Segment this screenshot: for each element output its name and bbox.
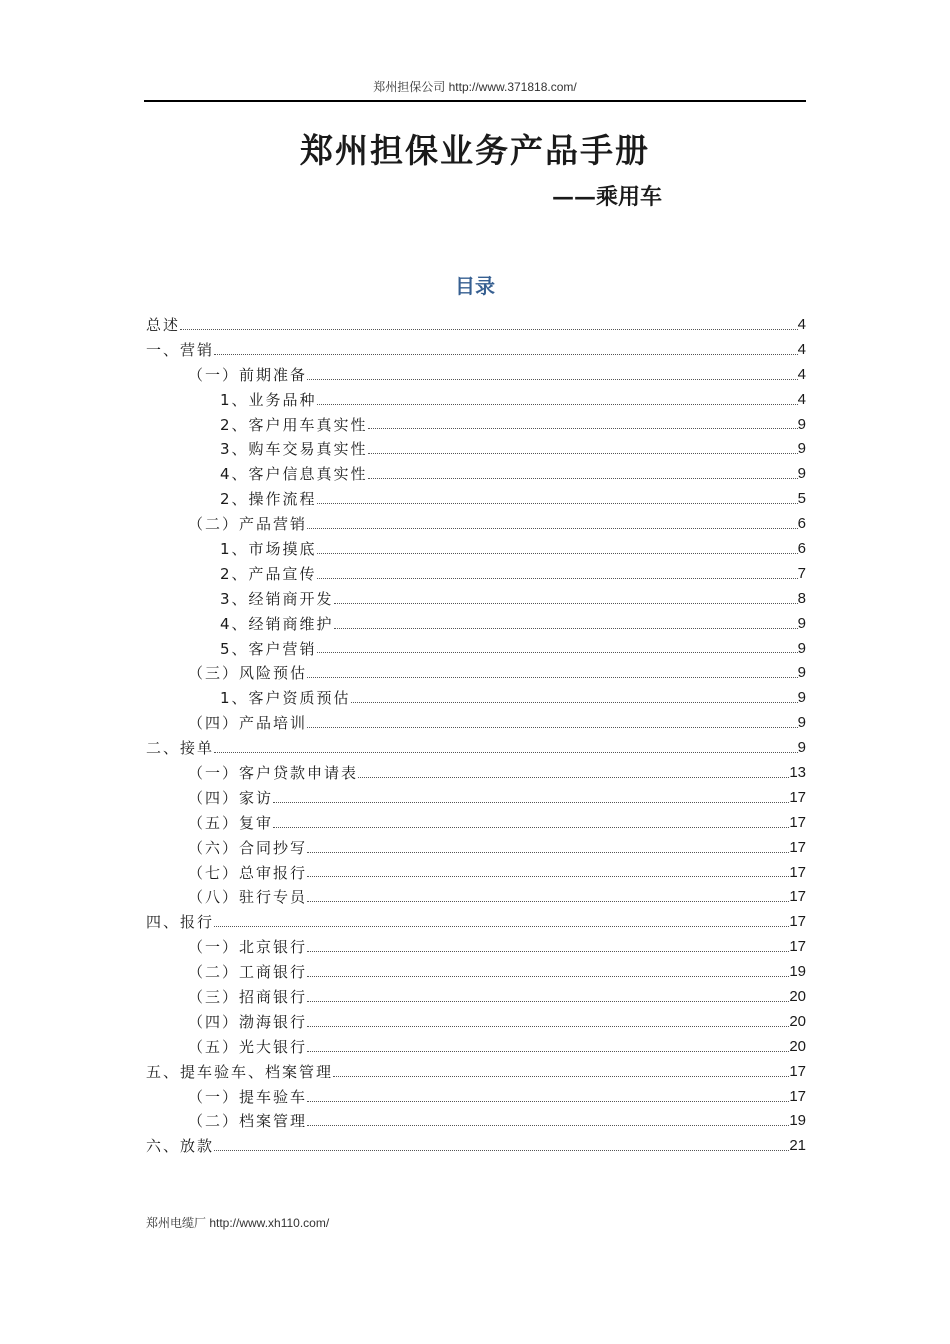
toc-entry-label: （三）招商银行 (188, 987, 308, 1006)
toc-entry-page-number: 17 (789, 938, 806, 956)
toc-entry-page-number: 21 (789, 1137, 806, 1155)
toc-entry-page-number: 17 (789, 1062, 806, 1080)
toc-leader-dots (307, 1001, 789, 1002)
toc-entry-page-number: 13 (789, 763, 806, 781)
toc-leader-dots (214, 1150, 789, 1151)
page-footer: 郑州电缆厂 http://www.xh110.com/ (146, 1216, 330, 1230)
toc-entry-label: （五）光大银行 (188, 1037, 308, 1056)
toc-entry-label: 4、经销商维护 (220, 614, 334, 633)
toc-leader-dots (214, 752, 798, 753)
toc-entry-label: 1、市场摸底 (220, 539, 317, 558)
toc-leader-dots (368, 478, 798, 479)
toc-entry-label: 一、营销 (146, 340, 215, 359)
toc-leader-dots (307, 1101, 789, 1102)
toc-entry[interactable] (146, 785, 806, 810)
toc-entry-label: （七）总审报行 (188, 863, 308, 882)
toc-entry-page-number: 20 (789, 987, 806, 1005)
toc-entry-label: （八）驻行专员 (188, 888, 308, 907)
toc-entry[interactable] (146, 1084, 806, 1109)
toc-entry-label: （二）档案管理 (188, 1112, 308, 1131)
toc-entry[interactable] (146, 835, 806, 860)
toc-entry[interactable] (146, 536, 806, 561)
toc-entry-label: （一）提车验车 (188, 1087, 308, 1106)
toc-entry-label: 五、提车验车、档案管理 (146, 1062, 334, 1081)
header-divider (144, 100, 806, 102)
toc-entry-label: （二）工商银行 (188, 963, 308, 982)
toc-entry-label: （一）北京银行 (188, 938, 308, 957)
toc-leader-dots (333, 1076, 789, 1077)
toc-entry[interactable] (146, 760, 806, 785)
toc-entry-page-number: 4 (797, 390, 806, 408)
toc-entry-page-number: 6 (797, 539, 806, 557)
toc-leader-dots (214, 926, 789, 927)
toc-entry[interactable] (146, 984, 806, 1009)
toc-entry-page-number: 5 (797, 490, 806, 508)
toc-entry-label: 二、接单 (146, 739, 215, 758)
toc-entry[interactable] (146, 934, 806, 959)
toc-entry[interactable] (146, 909, 806, 934)
toc-entry-page-number: 17 (789, 888, 806, 906)
toc-entry[interactable] (146, 387, 806, 412)
toc-entry[interactable] (146, 685, 806, 710)
toc-entry[interactable] (146, 436, 806, 461)
toc-entry[interactable] (146, 1059, 806, 1084)
toc-entry-label: 3、经销商开发 (220, 589, 334, 608)
toc-entry-label: （一）客户贷款申请表 (188, 763, 359, 782)
document-subtitle: ——乘用车 (552, 184, 663, 210)
toc-entry[interactable] (146, 735, 806, 760)
toc-leader-dots (307, 876, 789, 877)
toc-entry[interactable] (146, 660, 806, 685)
toc-entry-page-number: 6 (797, 515, 806, 533)
toc-entry[interactable] (146, 710, 806, 735)
toc-entry-label: （一）前期准备 (188, 365, 308, 384)
toc-entry-page-number: 9 (797, 614, 806, 632)
toc-entry-label: （四）产品培训 (188, 714, 308, 733)
toc-leader-dots (273, 802, 789, 803)
toc-entry-page-number: 4 (797, 340, 806, 358)
toc-leader-dots (317, 404, 798, 405)
toc-entry-page-number: 17 (789, 838, 806, 856)
toc-leader-dots (214, 354, 798, 355)
toc-leader-dots (317, 553, 798, 554)
toc-leader-dots (307, 677, 798, 678)
toc-entry[interactable] (146, 486, 806, 511)
toc-leader-dots (307, 976, 789, 977)
toc-entry[interactable] (146, 1034, 806, 1059)
table-of-contents (146, 312, 806, 1158)
toc-entry-label: （五）复审 (188, 813, 274, 832)
toc-entry[interactable] (146, 586, 806, 611)
toc-leader-dots (317, 503, 798, 504)
toc-leader-dots (307, 901, 789, 902)
toc-leader-dots (307, 1125, 789, 1126)
toc-entry[interactable] (146, 337, 806, 362)
toc-leader-dots (368, 428, 798, 429)
toc-entry-page-number: 9 (797, 465, 806, 483)
toc-leader-dots (307, 1051, 789, 1052)
toc-entry-label: 2、客户用车真实性 (220, 415, 368, 434)
toc-entry-page-number: 8 (797, 589, 806, 607)
toc-entry-page-number: 7 (797, 564, 806, 582)
toc-entry[interactable] (146, 412, 806, 437)
toc-entry-page-number: 17 (789, 863, 806, 881)
toc-leader-dots (317, 578, 798, 579)
toc-leader-dots (307, 1026, 789, 1027)
toc-entry-label: 3、购车交易真实性 (220, 440, 368, 459)
toc-entry-label: 总述 (146, 315, 181, 334)
toc-leader-dots (334, 628, 798, 629)
toc-entry-page-number: 20 (789, 1037, 806, 1055)
toc-entry[interactable] (146, 511, 806, 536)
toc-entry-label: （六）合同抄写 (188, 838, 308, 857)
toc-entry-label: 2、产品宣传 (220, 564, 317, 583)
toc-entry-label: （四）家访 (188, 788, 274, 807)
toc-entry-label: 4、客户信息真实性 (220, 465, 368, 484)
toc-leader-dots (307, 852, 789, 853)
toc-entry-page-number: 9 (797, 440, 806, 458)
toc-entry[interactable] (146, 1133, 806, 1158)
toc-entry-page-number: 9 (797, 639, 806, 657)
toc-leader-dots (307, 951, 789, 952)
toc-entry-page-number: 9 (797, 415, 806, 433)
toc-entry[interactable] (146, 362, 806, 387)
toc-entry-page-number: 17 (789, 813, 806, 831)
toc-entry-label: 四、报行 (146, 913, 215, 932)
toc-entry-page-number: 9 (797, 689, 806, 707)
toc-entry-page-number: 17 (789, 913, 806, 931)
toc-leader-dots (307, 528, 798, 529)
toc-entry-label: 1、业务品种 (220, 390, 317, 409)
toc-entry-label: 六、放款 (146, 1137, 215, 1156)
toc-entry-label: （四）渤海银行 (188, 1012, 308, 1031)
toc-leader-dots (317, 652, 798, 653)
toc-entry[interactable] (146, 561, 806, 586)
toc-entry[interactable] (146, 1009, 806, 1034)
toc-entry[interactable] (146, 611, 806, 636)
toc-heading: 目录 (455, 274, 495, 298)
toc-entry-page-number: 4 (797, 315, 806, 333)
toc-leader-dots (180, 329, 798, 330)
toc-entry[interactable] (146, 1109, 806, 1134)
toc-entry-page-number: 4 (797, 365, 806, 383)
toc-entry-page-number: 9 (797, 714, 806, 732)
toc-leader-dots (351, 702, 798, 703)
toc-entry-page-number: 19 (789, 963, 806, 981)
toc-entry-page-number: 17 (789, 788, 806, 806)
toc-entry[interactable] (146, 810, 806, 835)
page-header: 郑州担保公司 http://www.371818.com/ (373, 80, 577, 94)
toc-leader-dots (368, 453, 798, 454)
toc-entry[interactable] (146, 461, 806, 486)
toc-entry[interactable] (146, 312, 806, 337)
toc-entry[interactable] (146, 860, 806, 885)
toc-leader-dots (307, 379, 798, 380)
toc-entry-label: （三）风险预估 (188, 664, 308, 683)
toc-entry-page-number: 9 (797, 664, 806, 682)
toc-leader-dots (358, 777, 789, 778)
toc-entry-page-number: 20 (789, 1012, 806, 1030)
toc-leader-dots (334, 603, 798, 604)
toc-entry-page-number: 19 (789, 1112, 806, 1130)
toc-leader-dots (307, 727, 798, 728)
toc-entry-page-number: 17 (789, 1087, 806, 1105)
toc-entry-label: 5、客户营销 (220, 639, 317, 658)
toc-entry[interactable] (146, 959, 806, 984)
toc-entry-label: 1、客户资质预估 (220, 689, 351, 708)
toc-entry-label: （二）产品营销 (188, 515, 308, 534)
toc-entry[interactable] (146, 884, 806, 909)
toc-leader-dots (273, 827, 789, 828)
toc-entry-label: 2、操作流程 (220, 490, 317, 509)
toc-entry[interactable] (146, 636, 806, 661)
document-title: 郑州担保业务产品手册 (300, 131, 650, 170)
toc-entry-page-number: 9 (797, 739, 806, 757)
